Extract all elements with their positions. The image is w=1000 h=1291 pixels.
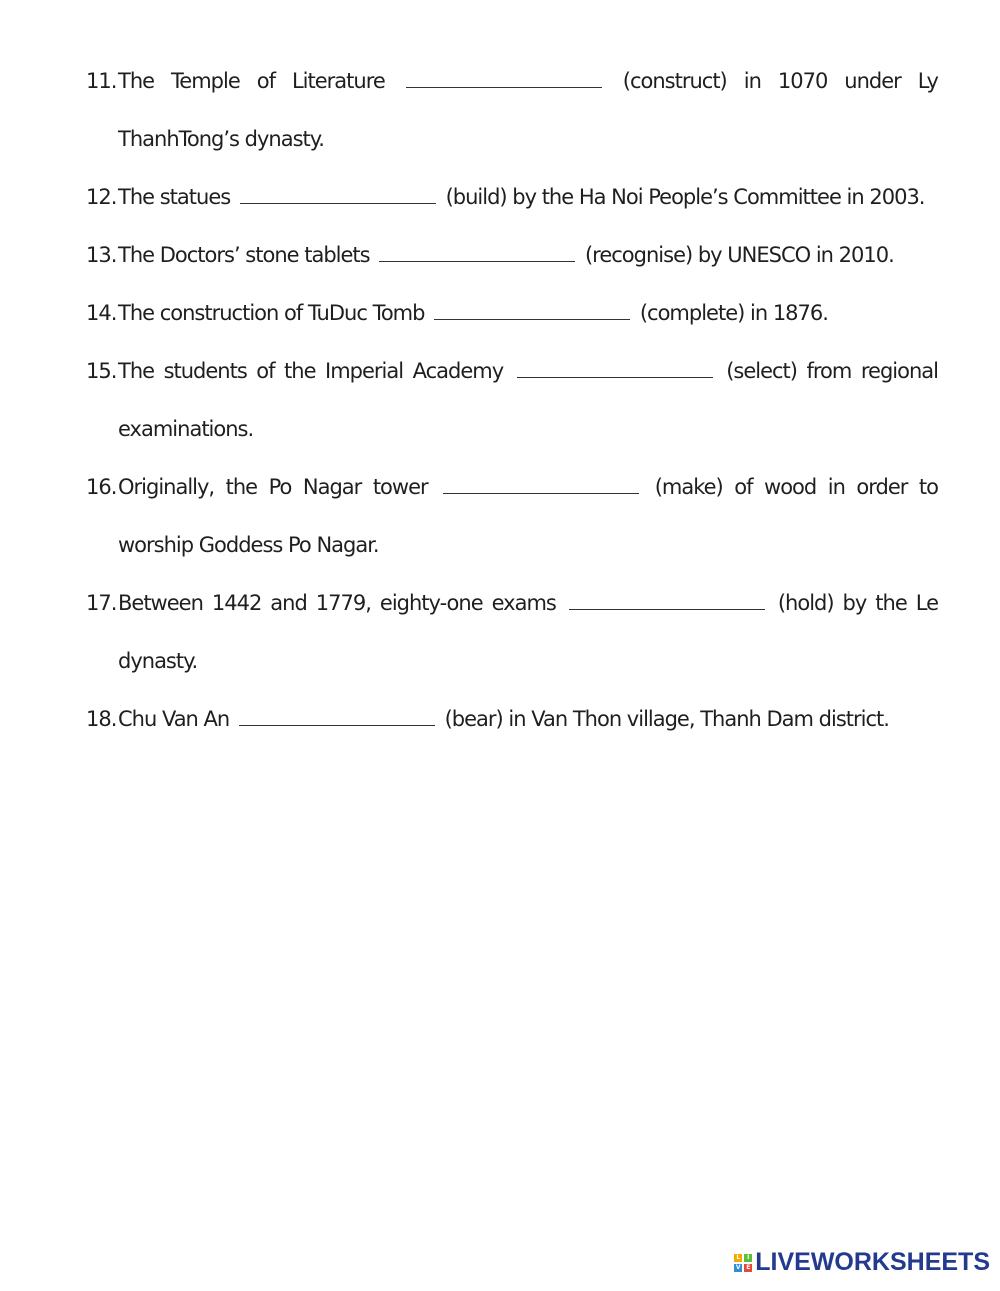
answer-blank[interactable] (569, 591, 765, 610)
question-text (118, 342, 938, 458)
logo-text: LIVEWORKSHEETS (755, 1248, 990, 1276)
answer-blank[interactable] (406, 69, 602, 88)
question-stem: Chu Van An (118, 707, 230, 731)
question-number: 12. (86, 185, 117, 209)
question-text (118, 690, 938, 748)
answer-blank[interactable] (434, 301, 630, 320)
question-rest: (select) from regional examinations. (118, 359, 938, 441)
logo-mark-v: V (735, 1263, 741, 1271)
question-rest: (hold) by the Le dynasty. (118, 591, 938, 673)
question-stem: The statues (118, 185, 231, 209)
question-rest: (bear) in Van Thon village, Thanh Dam district. (444, 707, 889, 731)
question-text (118, 574, 938, 690)
question-stem: Originally, the Po Nagar tower (118, 475, 428, 499)
question-text (118, 458, 938, 574)
question-rest: (complete) in 1876. (639, 301, 828, 325)
question-rest: (construct) in 1070 under Ly ThanhTong’s dynasty. (118, 69, 938, 151)
answer-blank[interactable] (517, 359, 713, 378)
question-number: 14. (86, 301, 117, 325)
answer-blank[interactable] (379, 243, 575, 262)
question-14 (86, 284, 938, 342)
answer-blank[interactable] (239, 707, 435, 726)
logo-mark-i: I (744, 1254, 752, 1262)
question-text (118, 226, 938, 284)
logo-mark-e: E (746, 1263, 751, 1271)
answer-blank[interactable] (443, 475, 639, 494)
question-stem: The Temple of Literature (118, 69, 385, 93)
question-text (118, 284, 938, 342)
question-16 (86, 458, 938, 574)
question-number: 15. (86, 359, 117, 383)
question-stem: The Doctors’ stone tablets (118, 243, 370, 267)
question-number: 17. (86, 591, 117, 615)
question-15 (86, 342, 938, 458)
question-stem: The construction of TuDuc Tomb (118, 301, 425, 325)
question-12 (86, 168, 938, 226)
question-13 (86, 226, 938, 284)
question-text (118, 52, 938, 168)
answer-blank[interactable] (240, 185, 436, 204)
question-rest: (recognise) by UNESCO in 2010. (584, 243, 894, 267)
question-number: 16. (86, 475, 117, 499)
worksheet (86, 52, 938, 748)
question-stem: The students of the Imperial Academy (118, 359, 504, 383)
logo-mark-icon (734, 1254, 752, 1272)
logo-mark-l: L (734, 1254, 742, 1262)
question-rest: (build) by the Ha Noi People’s Committee in 2003. (445, 185, 925, 209)
question-text (118, 168, 938, 226)
question-number: 18. (86, 707, 117, 731)
question-18 (86, 690, 938, 748)
question-17 (86, 574, 938, 690)
question-number: 11. (86, 69, 117, 93)
question-number: 13. (86, 243, 117, 267)
question-11 (86, 52, 938, 168)
liveworksheets-logo (734, 1248, 990, 1277)
question-stem: Between 1442 and 1779, eighty-one exams (118, 591, 556, 615)
question-rest: (make) of wood in order to worship Goddess Po Nagar. (118, 475, 939, 557)
